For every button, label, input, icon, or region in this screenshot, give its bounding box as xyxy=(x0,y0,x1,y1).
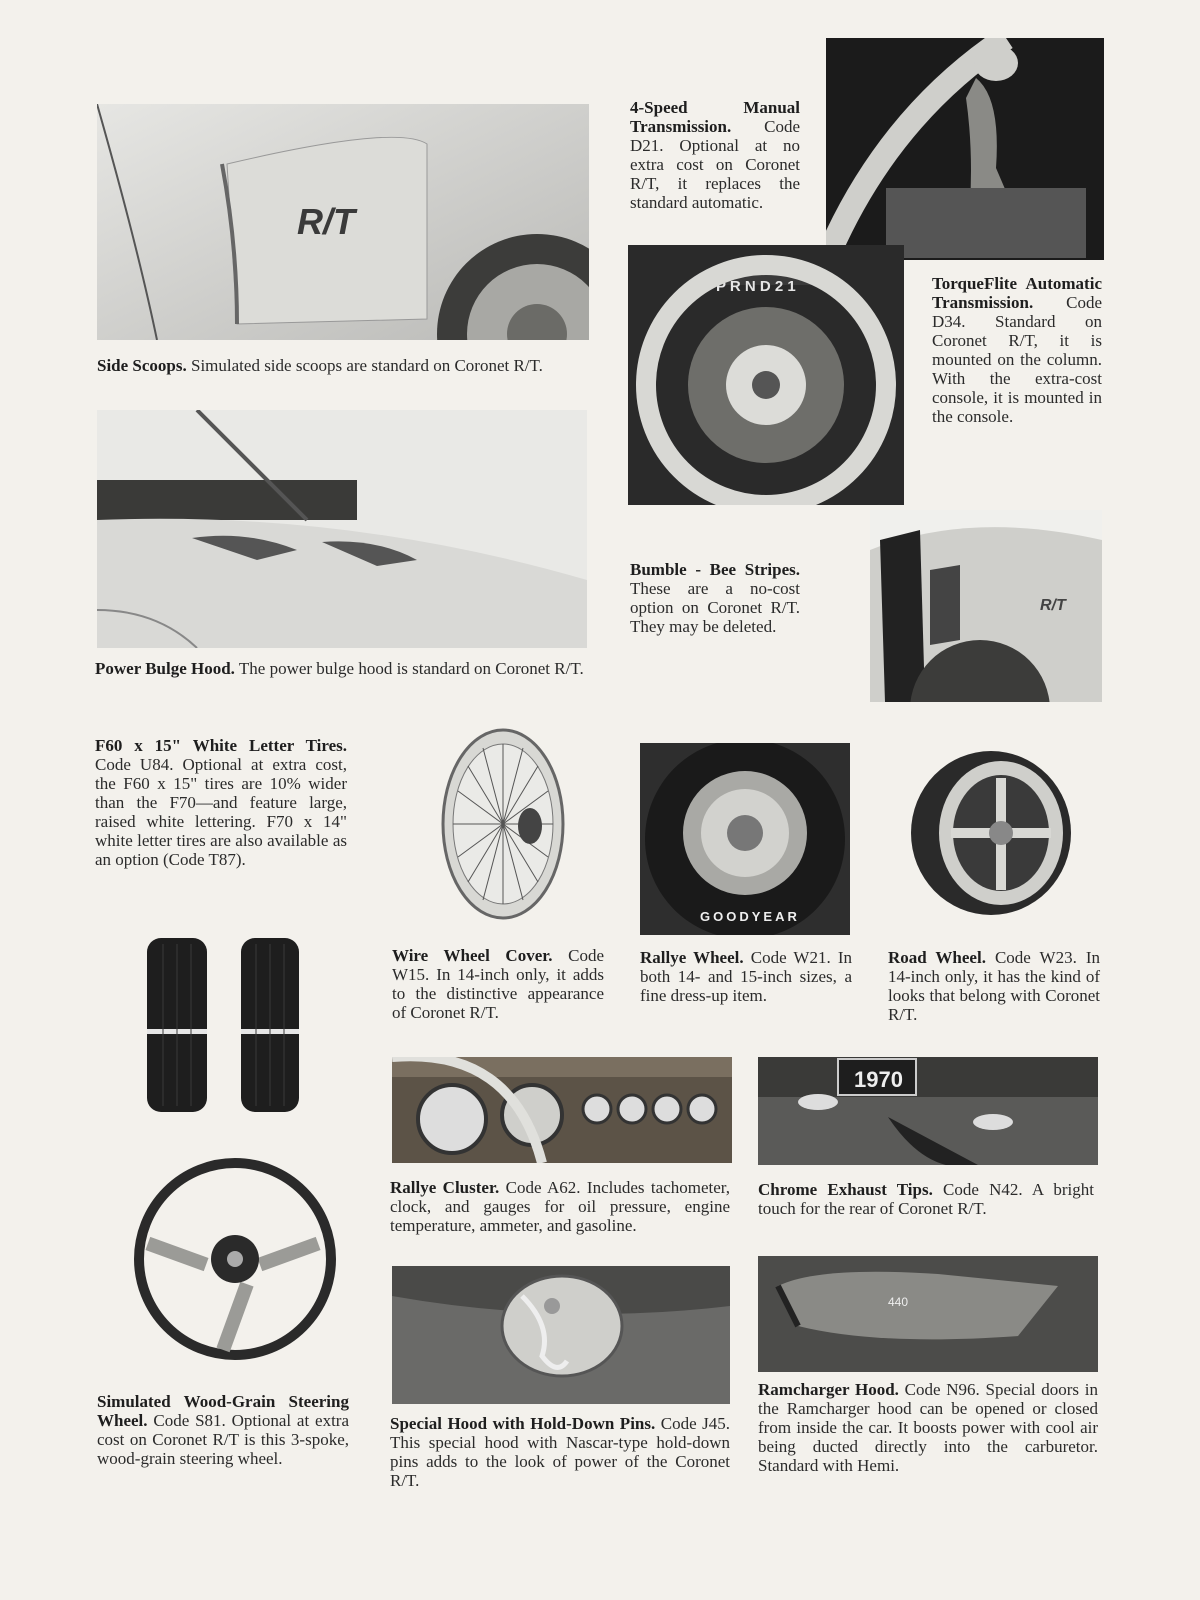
caption-four-speed-title: 4-Speed Manual Transmission. xyxy=(630,98,800,136)
caption-tires-body: Code U84. Optional at extra cost, the F60 x 15" tires are 10% wider than the F70—and feature large, raised white lettering. F70 x 14" white letter tires are also available as an option (Code T87). xyxy=(95,755,347,869)
caption-side-scoops xyxy=(97,356,587,375)
caption-rallye-cluster-body: Code A62. Includes tachometer, clock, and gauges for oil pressure, engine temperature, ammeter, and gasoline. xyxy=(390,1178,731,1235)
caption-road-wheel-title: Road Wheel. xyxy=(888,948,986,967)
caption-power-bulge-body: The power bulge hood is standard on Coronet R/T. xyxy=(238,659,584,678)
caption-bumble-bee xyxy=(630,560,800,636)
caption-rallye-cluster-title: Rallye Cluster. xyxy=(390,1178,500,1197)
caption-bumble-bee-title: Bumble - Bee Stripes. xyxy=(630,560,800,579)
power-bulge-hood-photo xyxy=(97,410,587,648)
chrome-exhaust-tips-photo xyxy=(758,1057,1098,1165)
caption-exhaust-tips-title: Chrome Exhaust Tips. xyxy=(758,1180,933,1199)
caption-tires xyxy=(95,736,347,869)
caption-side-scoops-body: Simulated side scoops are standard on Coronet R/T. xyxy=(191,356,543,375)
caption-ramcharger-hood xyxy=(758,1380,1098,1475)
white-letter-tires-photo xyxy=(143,934,303,1116)
wood-grain-steering-wheel-photo xyxy=(130,1152,340,1366)
caption-road-wheel-body: Code W23. In 14-inch only, it has the kind of looks that belong with Coronet R/T. xyxy=(888,948,1100,1024)
caption-four-speed xyxy=(630,98,800,212)
caption-four-speed-body: Code D21. Optional at no extra cost on Coronet R/T, it replaces the standard automatic. xyxy=(630,117,800,212)
caption-rallye-wheel-title: Rallye Wheel. xyxy=(640,948,744,967)
caption-power-bulge-title: Power Bulge Hood. xyxy=(95,659,235,678)
caption-road-wheel xyxy=(888,948,1100,1024)
caption-hood-pins-title: Special Hood with Hold-Down Pins. xyxy=(390,1414,656,1433)
hood-pins-photo xyxy=(392,1266,730,1404)
caption-rallye-wheel xyxy=(640,948,852,1005)
road-wheel-photo xyxy=(906,748,1076,918)
caption-torqueflite-title: TorqueFlite Automatic Transmission. xyxy=(932,274,1102,312)
bumble-bee-stripes-photo xyxy=(870,510,1102,702)
caption-bumble-bee-body: These are a no-cost option on Coronet R/T. They may be deleted. xyxy=(630,579,800,636)
four-speed-shifter-photo xyxy=(826,38,1104,260)
caption-hood-pins-body: Code J45. This special hood with Nascar-type hold-down pins adds to the look of power of the Coronet R/T. xyxy=(390,1414,730,1490)
caption-rallye-cluster xyxy=(390,1178,730,1235)
caption-tires-title: F60 x 15" White Letter Tires. xyxy=(95,736,347,755)
column-automatic-photo xyxy=(628,245,904,505)
side-scoops-photo xyxy=(97,104,589,340)
plate-year: 1970 xyxy=(854,1067,903,1092)
caption-torqueflite-body: Code D34. Standard on Coronet R/T, it is mounted on the column. With the extra-cost console, it is mounted in the console. xyxy=(932,293,1102,426)
caption-wire-wheel xyxy=(392,946,604,1022)
shift-indicator: P R N D 2 1 xyxy=(716,278,796,295)
caption-hood-pins xyxy=(390,1414,730,1490)
caption-exhaust-tips-body: Code N42. A bright touch for the rear of Coronet R/T. xyxy=(758,1180,1094,1218)
caption-ramcharger-title: Ramcharger Hood. xyxy=(758,1380,899,1399)
hood-emblem-440: 440 xyxy=(888,1295,909,1309)
rt-badge: R/T xyxy=(297,201,355,242)
caption-ramcharger-body: Code N96. Special doors in the Ramcharger hood can be opened or closed from inside the car. It boosts power with cool air being ducted directly into the carburetor. Standard with Hemi. xyxy=(758,1380,1099,1475)
caption-steering-wheel-body: Code S81. Optional at extra cost on Coronet R/T is this 3-spoke, wood-grain steering wheel. xyxy=(97,1411,349,1468)
caption-side-scoops-title: Side Scoops. xyxy=(97,356,187,375)
caption-rallye-wheel-body: Code W21. In both 14- and 15-inch sizes, a fine dress-up item. xyxy=(640,948,853,1005)
caption-wire-wheel-title: Wire Wheel Cover. xyxy=(392,946,553,965)
tire-brand-text: GOODYEAR xyxy=(700,909,800,924)
caption-exhaust-tips xyxy=(758,1180,1094,1218)
rallye-cluster-photo xyxy=(392,1057,732,1163)
caption-torqueflite xyxy=(932,274,1102,426)
caption-power-bulge-hood xyxy=(95,659,587,678)
wire-wheel-cover-photo xyxy=(438,726,568,922)
caption-wire-wheel-body: Code W15. In 14-inch only, it adds to the distinctive appearance of Coronet R/T. xyxy=(392,946,605,1022)
rt-badge-small: R/T xyxy=(1040,597,1066,614)
caption-steering-wheel xyxy=(97,1392,349,1468)
caption-steering-wheel-title: Simulated Wood-Grain Steering Wheel. xyxy=(97,1392,349,1430)
rallye-wheel-photo xyxy=(640,743,850,935)
ramcharger-hood-photo xyxy=(758,1256,1098,1372)
